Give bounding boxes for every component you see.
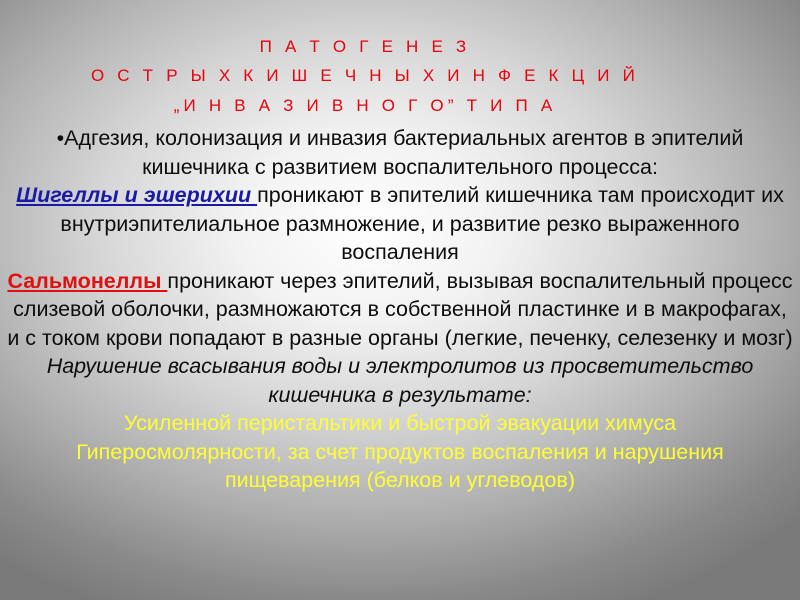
title-line-1: П А Т О Г Е Н Е З bbox=[259, 37, 471, 56]
cause-2: Гиперосмолярности, за счет продуктов воспаления и нарушения пищеварения (белков и углеводов) bbox=[76, 439, 724, 492]
title-line-2: О С Т Р Ы Х К И Ш Е Ч Н Ы Х И Н Ф Е К Ц И Й bbox=[90, 66, 640, 85]
salmonella-link[interactable]: Сальмонеллы bbox=[7, 268, 168, 293]
title-line-3: „И Н В А З И В Н О Г О” Т И П А bbox=[173, 96, 557, 115]
intro-paragraph: •Адгезия, колонизация и инвазия бактериальных агентов в эпителий кишечника с развитием воспалительного процесса: bbox=[56, 126, 744, 179]
absorption-paragraph: Нарушение всасывания воды и электролитов из просветительство кишечника в результате: bbox=[46, 354, 754, 407]
salmonella-text: проникают через эпителий, вызывая воспалительный процесс слизевой оболочки, размножаются в собственной пластинке и в макрофагах, и с током крови попадают в разные органы (легкие, печенку, селезенку и мозг) bbox=[7, 268, 793, 350]
shigella-paragraph bbox=[6, 181, 794, 267]
cause-1: Усиленной перистальтики и быстрой эвакуации химуса bbox=[123, 411, 677, 435]
shigella-link[interactable]: Шигеллы и эшерихии bbox=[16, 183, 258, 207]
shigella-text: проникают в эпителий кишечника там происходит их внутриэпителиальное размножение, и развитие резко выраженного воспаления bbox=[60, 183, 784, 264]
salmonella-paragraph bbox=[6, 267, 794, 353]
slide-body bbox=[6, 124, 794, 495]
